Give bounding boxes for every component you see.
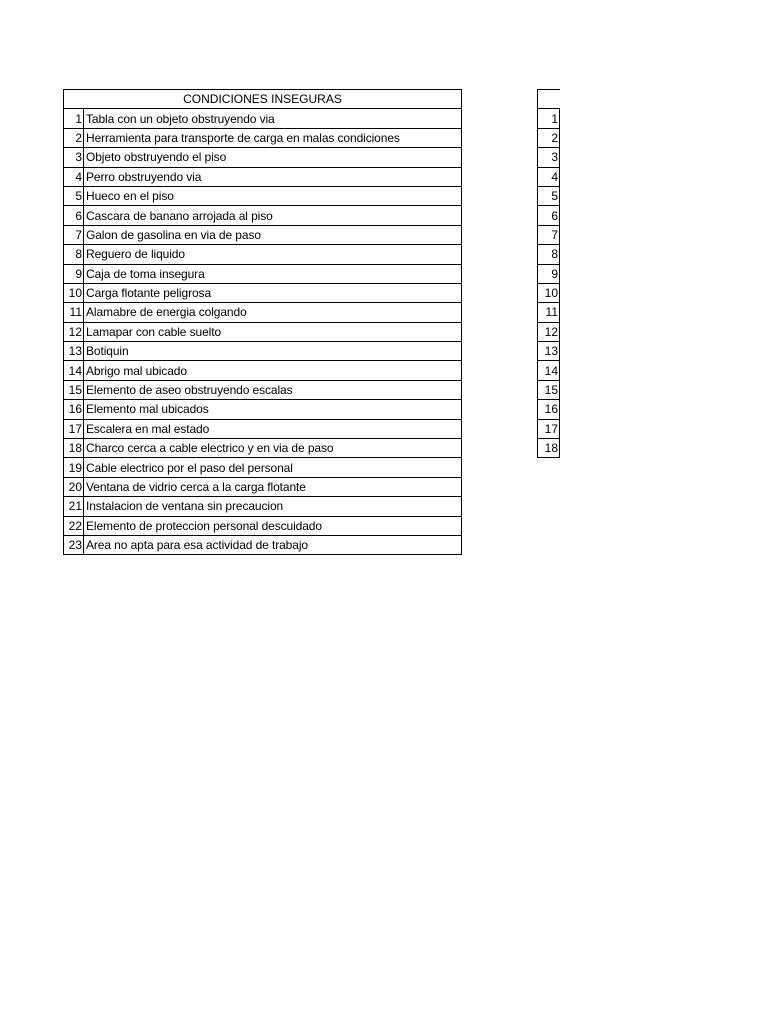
row-number: 7 [64,225,84,244]
table-header-row [538,90,560,109]
table-row [64,497,462,516]
table-row [538,303,560,322]
table-row [64,283,462,302]
table-row [64,342,462,361]
row-number: 3 [64,148,84,167]
condition-text: Alamabre de energia colgando [84,303,462,322]
table-row [538,206,560,225]
row-number: 9 [538,264,560,283]
table-row [64,245,462,264]
row-number: 15 [538,380,560,399]
table-row [538,109,560,128]
condition-text: Herramienta para transporte de carga en malas condiciones [84,128,462,147]
table-row [538,128,560,147]
table-row [64,225,462,244]
table-row [64,167,462,186]
row-number: 7 [538,225,560,244]
table-row [538,342,560,361]
condition-text: Caja de toma insegura [84,264,462,283]
table-row [538,283,560,302]
row-number: 12 [64,322,84,341]
condition-text: Charco cerca a cable electrico y en via de paso [84,439,462,458]
table-row [64,380,462,399]
table-row [64,322,462,341]
table-row [538,186,560,205]
condition-text: Elemento de aseo obstruyendo escalas [84,380,462,399]
row-number: 23 [64,535,84,554]
condition-text: Abrigo mal ubicado [84,361,462,380]
row-number: 19 [64,458,84,477]
row-number: 11 [64,303,84,322]
table-title-cell [538,90,560,109]
row-number: 16 [538,400,560,419]
condition-text: Hueco en el piso [84,186,462,205]
row-number: 5 [538,186,560,205]
row-number: 17 [64,419,84,438]
row-number: 6 [538,206,560,225]
row-number: 1 [538,109,560,128]
table-row [64,419,462,438]
condition-text: Area no apta para esa actividad de trabajo [84,535,462,554]
condition-text: Tabla con un objeto obstruyendo via [84,109,462,128]
table-row [538,245,560,264]
row-number: 14 [538,361,560,380]
row-number: 6 [64,206,84,225]
row-number: 12 [538,322,560,341]
table-row [64,186,462,205]
row-number: 21 [64,497,84,516]
table-row [538,400,560,419]
condition-text: Carga flotante peligrosa [84,283,462,302]
unsafe-conditions-table [63,89,462,555]
row-number: 10 [64,283,84,302]
table-row [538,419,560,438]
row-number: 18 [538,439,560,458]
table-row [64,477,462,496]
row-number: 4 [538,167,560,186]
table-row [64,535,462,554]
table-row [64,458,462,477]
table-row [64,439,462,458]
row-number: 8 [64,245,84,264]
row-number: 13 [538,342,560,361]
row-number: 2 [64,128,84,147]
row-number: 13 [64,342,84,361]
row-number: 5 [64,186,84,205]
row-number: 10 [538,283,560,302]
table-row [538,361,560,380]
condition-text: Reguero de liquido [84,245,462,264]
table-row [538,439,560,458]
table-row [64,109,462,128]
table-row [64,128,462,147]
row-number: 17 [538,419,560,438]
condition-text: Elemento de proteccion personal descuidado [84,516,462,535]
row-number: 3 [538,148,560,167]
condition-text: Cable electrico por el paso del personal [84,458,462,477]
table-row [538,380,560,399]
condition-text: Cascara de banano arrojada al piso [84,206,462,225]
partial-right-table [537,89,560,458]
table-row [64,400,462,419]
table-title: CONDICIONES INSEGURAS [64,90,462,109]
row-number: 14 [64,361,84,380]
condition-text: Objeto obstruyendo el piso [84,148,462,167]
table-row [64,516,462,535]
row-number: 9 [64,264,84,283]
table-row [538,322,560,341]
condition-text: Ventana de vidrio cerca a la carga flotante [84,477,462,496]
row-number: 2 [538,128,560,147]
row-number: 4 [64,167,84,186]
table-row [64,303,462,322]
condition-text: Lamapar con cable suelto [84,322,462,341]
table-header-row [64,90,462,109]
condition-text: Botiquin [84,342,462,361]
row-number: 15 [64,380,84,399]
table-row [538,167,560,186]
table-row [64,206,462,225]
condition-text: Elemento mal ubicados [84,400,462,419]
table-row [538,148,560,167]
row-number: 8 [538,245,560,264]
row-number: 16 [64,400,84,419]
table-row [64,148,462,167]
row-number: 11 [538,303,560,322]
row-number: 1 [64,109,84,128]
row-number: 20 [64,477,84,496]
condition-text: Perro obstruyendo via [84,167,462,186]
table-row [64,264,462,283]
condition-text: Galon de gasolina en via de paso [84,225,462,244]
condition-text: Escalera en mal estado [84,419,462,438]
row-number: 22 [64,516,84,535]
table-row [538,225,560,244]
table-row [538,264,560,283]
row-number: 18 [64,439,84,458]
condition-text: Instalacion de ventana sin precaucion [84,497,462,516]
table-row [64,361,462,380]
